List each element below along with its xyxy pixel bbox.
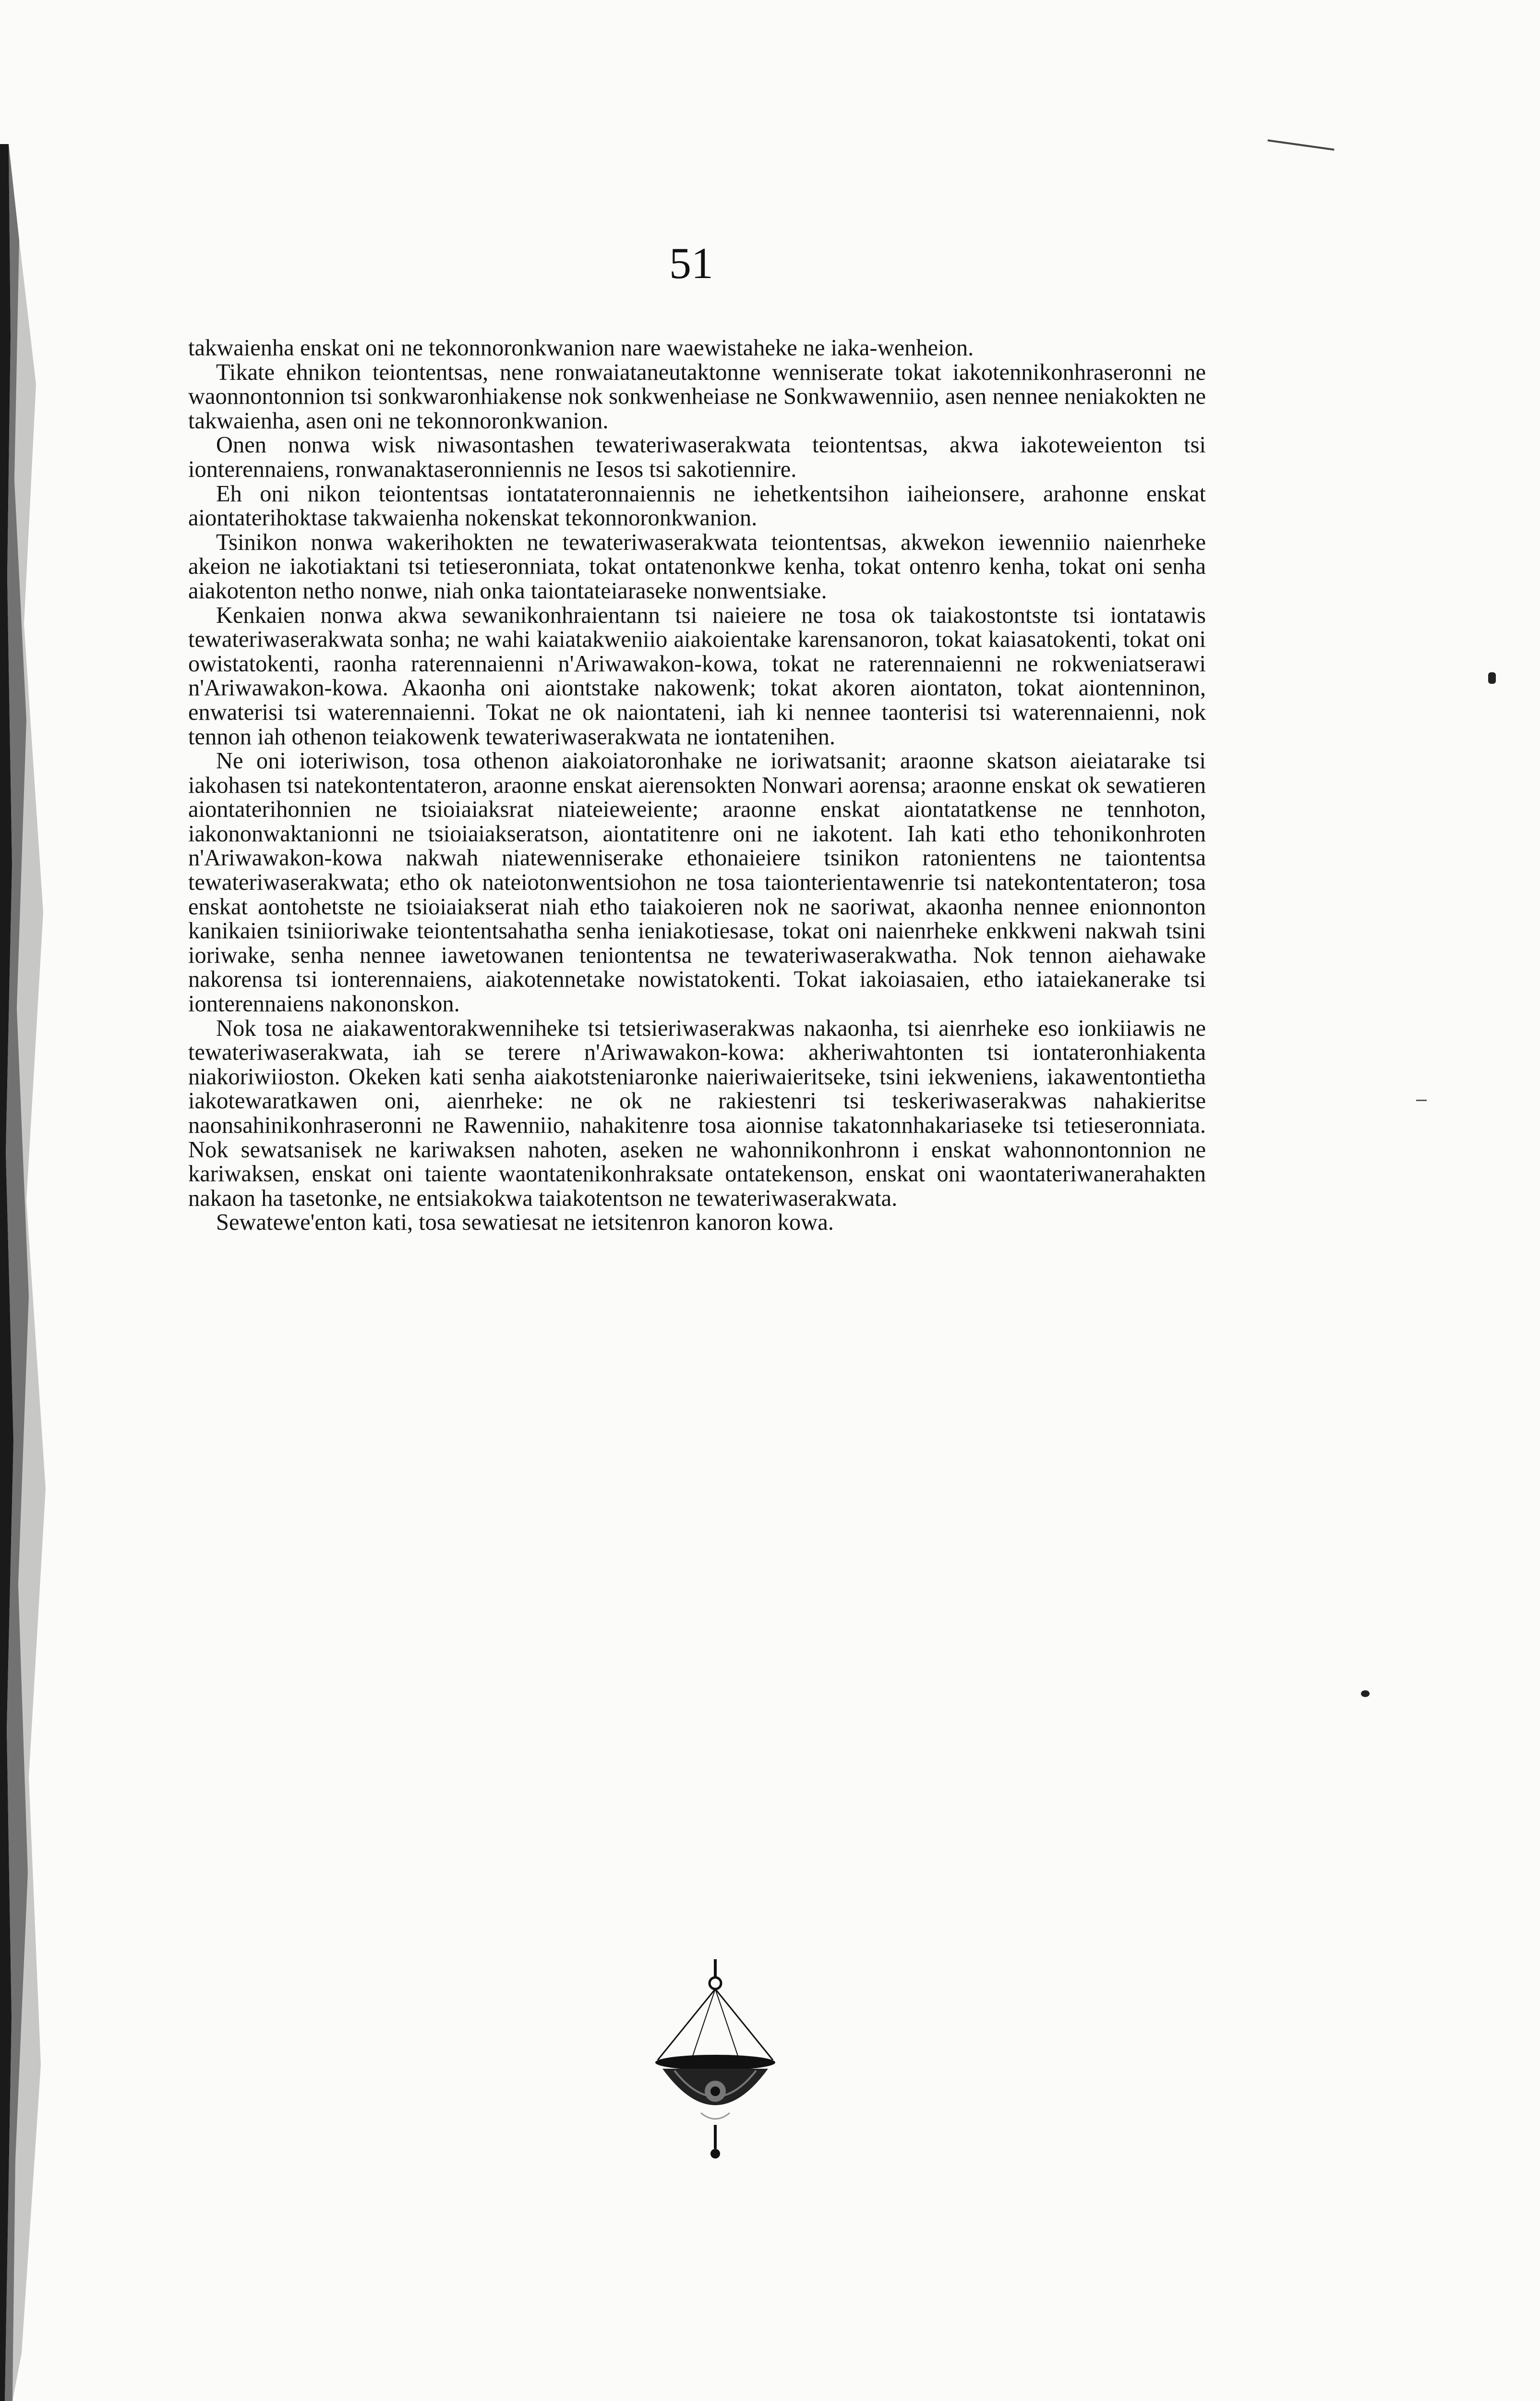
paragraph: Kenkaien nonwa akwa sewanikonhraientann tsi naieiere ne tosa ok taiakostontste tsi iontatawis tewateriwaserakwata sonha; ne wahi kaiatakweniio aiakoientake karensanoron, tokat kaiasatokenti, tokat oni owistatokenti, raonha raterennaienni n'Ariwawakon-kowa, tokat ne raterennaienni ne rokweniatserawi n'Ariwawakon-kowa. Akaonha oni aiontstake nakowenk; tokat akoren aiontaton, tokat aiontenninon, enwaterisi tsi waterennaienni. Tokat ne ok naiontateni, iah ki nennee taonterisi tsi waterennaienni, nok tennon iah othenon teiakowenk tewateriwaserakwata ne iontatenihen.	[188, 602, 1206, 750]
paragraph: Onen nonwa wisk niwasontashen tewateriwaserakwata teiontentsas, akwa iakoteweienton tsi ionterennaiens, ronwanaktaseronniennis ne Iesos tsi sakotiennire.	[188, 432, 1206, 482]
paragraph: Tsinikon nonwa wakerihokten ne tewateriwaserakwata teiontentsas, akwekon iewenniio naienrheke akeion ne iakotiaktani tsi tetieseronniata, tokat ontatenonkwe kenha, tokat ontenro kenha, tokat oni senha aiakotenton netho nonwe, niah onka taiontateiaraseke nonwentsiake.	[188, 529, 1206, 604]
scan-mark	[1267, 139, 1334, 150]
scan-mark	[1488, 672, 1496, 684]
scan-mark	[1416, 1100, 1427, 1101]
scan-mark	[1361, 1690, 1370, 1697]
page-number: 51	[669, 239, 713, 288]
paragraph: Ne oni ioteriwison, tosa othenon aiakoiatoronhake ne ioriwatsanit; araonne skatson aieiatarake tsi iakohasen tsi natekontentateron, araonne enskat aierensokten Nonwari aorensa; araonne enskat ok sewatieren aiontaterihonnien ne tsioiaiaksrat niateieweiente; araonne enskat aiontatatkense ne tennhoton, iakononwaktanionni ne tsioiaiakseratson, aiontatitenre oni ne iakotent. Iah kati etho tehonikonhroten n'Ariwawakon-kowa nakwah niatewenniserake ethonaieiere tsinikon ratonientens ne taiontentsa tewateriwaserakwata; etho ok nateiotonwentsiohon ne tosa taionterientawenrie tsi natekontentateron; tosa enskat aontohetste ne tsioiaiakserat niah etho taiakoieren nok ne saoriwat, akaonha nennee enionnonton kanikaien tsiniioriwake teiontentsahatha senha ieniakotiesase, tokat oni naienrheke enkkweni nakwah tsini ioriwake, senha nennee iawetowanen teniontentsa ne tewateriwaserakwatha. Nok tennon aiehawake nakorensa tsi ionterennaiens, aiakotennetake nowistatokenti. Tokat iakoiasaien, etho iataiekanerake tsi ionterennaiens nakononskon.	[188, 748, 1206, 1017]
page-binding-edge	[0, 144, 70, 2401]
body-text	[188, 336, 1206, 1235]
hanging-lamp-ornament-icon	[629, 1959, 802, 2161]
paragraph: takwaienha enskat oni ne tekonnoronkwanion nare waewistaheke ne iaka-wenheion.	[188, 335, 974, 361]
paragraph: Eh oni nikon teiontentsas iontatateronnaiennis ne iehetkentsihon iaiheionsere, arahonne enskat aiontaterihoktase takwaienha nokenskat tekonnoronkwanion.	[188, 481, 1206, 531]
paragraph: Sewatewe'enton kati, tosa sewatiesat ne ietsitenron kanoron kowa.	[216, 1210, 834, 1236]
paragraph: Tikate ehnikon teiontentsas, nene ronwaiataneutaktonne wenniserate tokat iakotennikonhraseronni ne waonnontonnion tsi sonkwaronhiakense nok sonkwenheiase ne Sonkwawenniio, asen nennee neniakokten ne takwaienha, asen oni ne tekonnoronkwanion.	[188, 359, 1206, 434]
paragraph: Nok tosa ne aiakawentorakwenniheke tsi tetsieriwaserakwas nakaonha, tsi aienrheke eso ionkiiawis ne tewateriwaserakwata, iah se terere n'Ariwawakon-kowa: akheriwahtonten tsi iontateronhiakenta niakoriwiioston. Okeken kati senha aiakotsteniaronke naieriwaieritseke, tsini iekweniens, iakawentontietha iakotewaratkawen oni, aienrheke: ne ok ne rakiestenri tsi teskeriwaserakwas nahakieritse naonsahinikonhraseronni ne Rawenniio, nahakitenre tosa aionnise takatonnhakariaseke tsi tetieseronniata. Nok sewatsanisek ne kariwaksen nahoten, aseken ne wahonnikonhronn i enskat wahonnontonnion ne kariwaksen, enskat oni taiente waontatenikonhraksate ontatekenson, enskat oni waontateriwanerahakten nakaon ha tasetonke, ne entsiakokwa taiakotentson ne tewateriwaserakwata.	[188, 1015, 1206, 1211]
